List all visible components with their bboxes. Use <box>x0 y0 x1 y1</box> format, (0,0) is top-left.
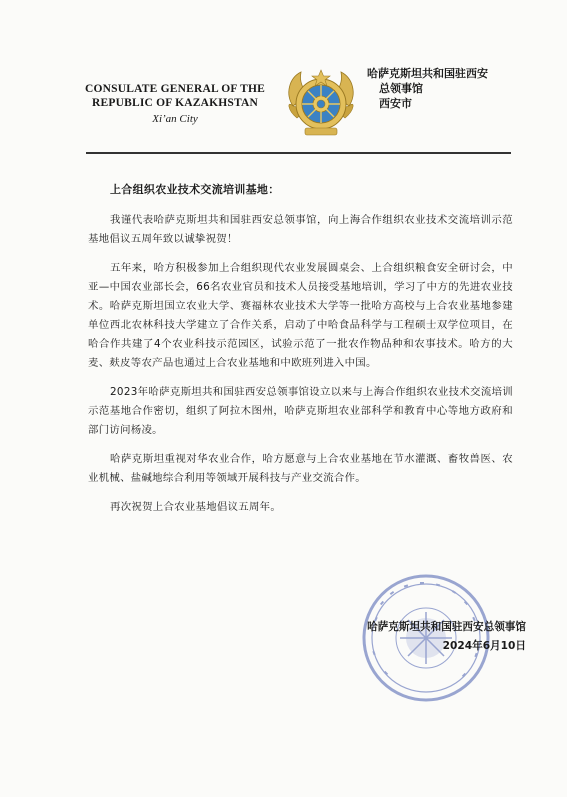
consulate-name-chinese <box>367 66 507 111</box>
paragraph-3: 2023年哈萨克斯坦共和国驻西安总领事馆设立以来与上海合作组织农业技术交流培训示范基地合作密切，组织了阿拉木图州，哈萨克斯坦农业部科学和教育中心等地方政府和部门访问杨凌。 <box>88 386 513 436</box>
paragraph-5: 再次祝贺上合农业基地倡议五周年。 <box>110 501 282 513</box>
kazakhstan-state-emblem-icon <box>279 60 363 144</box>
paragraph-1: 我谨代表哈萨克斯坦共和国驻西安总领事馆，向上海合作组织农业技术交流培训示范基地倡议五周年致以诚挚祝贺！ <box>88 214 513 245</box>
consulate-name-zh-line1: 哈萨克斯坦共和国驻西安 <box>367 67 488 80</box>
signature-block <box>316 618 526 656</box>
consulate-name-zh-line2: 总领事馆 <box>379 82 423 95</box>
consulate-name-en-line1: CONSULATE GENERAL OF THE <box>84 83 265 95</box>
letter-body <box>88 180 513 527</box>
salutation: 上合组织农业技术交流培训基地： <box>110 183 280 196</box>
consulate-city-en: Xi’an City <box>152 113 198 125</box>
consulate-name-en-line2: REPUBLIC OF KAZAKHSTAN <box>91 97 259 109</box>
paragraph-4: 哈萨克斯坦重视对华农业合作，哈方愿意与上合农业基地在节水灌溉、畜牧兽医、农业机械、盐碱地综合利用等领域开展科技与产业交流合作。 <box>88 453 513 484</box>
signature-date: 2024年6月10日 <box>442 640 526 652</box>
header-divider <box>86 152 511 154</box>
signature-organization: 哈萨克斯坦共和国驻西安总领事馆 <box>367 621 526 633</box>
paragraph-2: 五年来，哈方积极参加上合组织现代农业发展圆桌会、上合组织粮食安全研讨会，中亚—中国农业部长会，66名农业官员和技术人员接受基地培训，学习了中方的先进农业技术。哈萨克斯坦国立农业大学、赛福林农业技术大学等一批哈方高校与上合农业基地参建单位西北农林科技大学建立了合作关系，启动了中哈食品科学与工程硕士双学位项目，在哈合作共建了4个农业科技示范园区，试验示范了一批农作物品种和农事技术。哈方的大麦、麸皮等农产品也通过上合农业基地和中欧班列进入中国。 <box>88 262 513 369</box>
consulate-name-english <box>80 82 270 126</box>
consulate-city-zh: 西安市 <box>379 97 412 110</box>
